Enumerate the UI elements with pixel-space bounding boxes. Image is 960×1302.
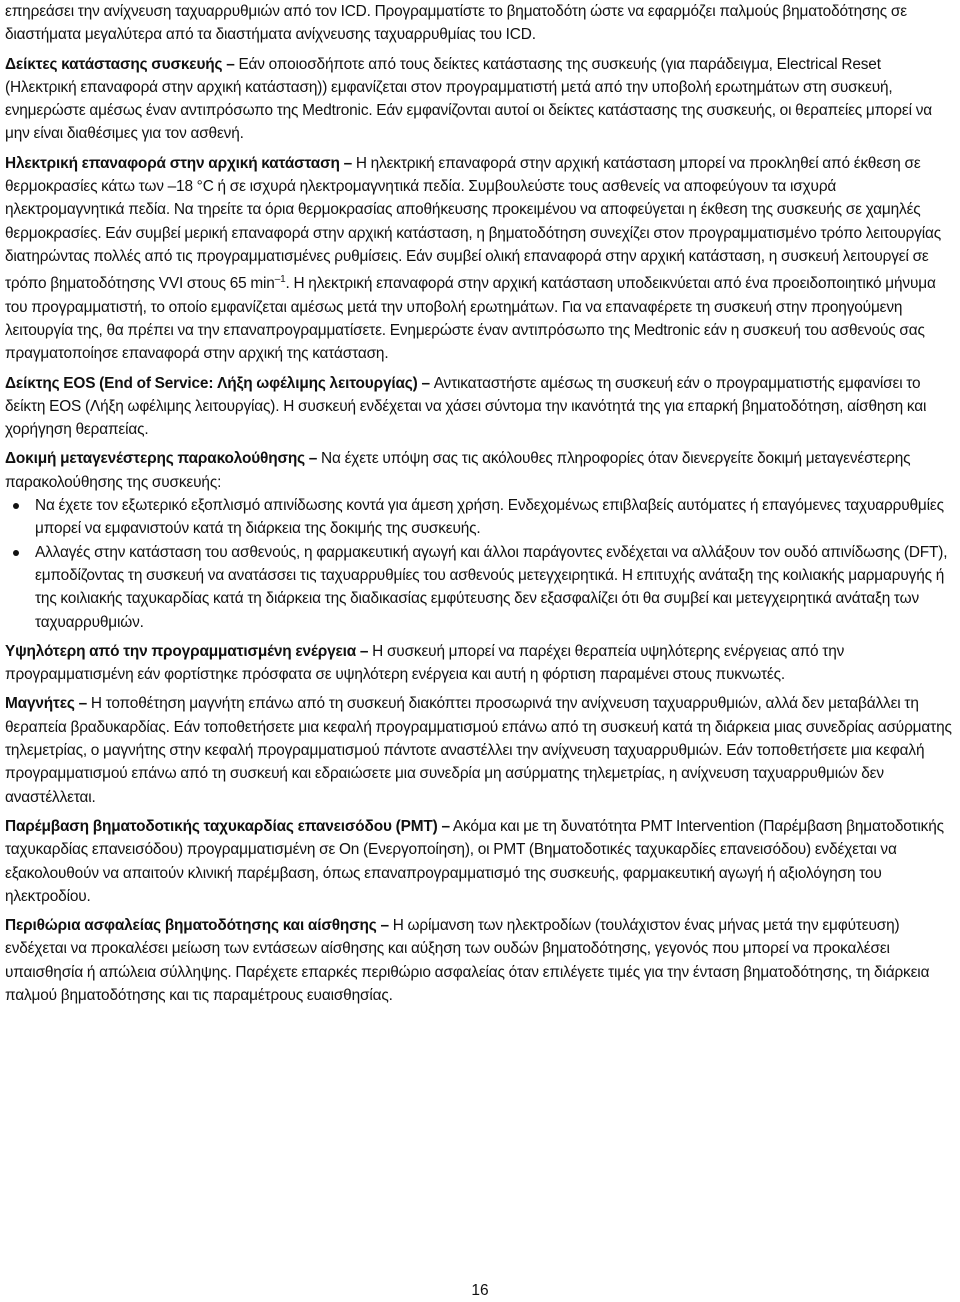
- pmt-intervention-paragraph: [5, 815, 955, 908]
- document-page: [5, 0, 955, 1007]
- section-heading: Δείκτες κατάστασης συσκευής –: [5, 55, 235, 73]
- section-body: Η τοποθέτηση μαγνήτη επάνω από τη συσκευή διακόπτει προσωρινά την ανίχνευση ταχυαρρυθμιών, αλλά δεν μεταβάλλει τη θεραπεία βραδυκαρδίας. Εάν τοποθετήσετε μια κεφαλή προγραμματισμού επάνω από τη συσκευή κατά τη διάρκεια μιας συνεδρίας ασύρματης τηλεμετρίας, ο μαγνήτης στην κεφαλή προγραμματισμού πάντοτε αναστέλλει την ανίχνευση ταχυαρρυθμιών. Εάν τοποθετήσετε μια κεφαλή προγραμματισμού επάνω από τη συσκευή και εδραιώσετε μια συνεδρία μη ασύρματης τηλεμετρίας, η ανίχνευση ταχυαρρυθμιών δεν αναστέλλεται.: [5, 695, 952, 806]
- section-body: Η ωρίμανση των ηλεκτροδίων (τουλάχιστον ένας μήνας μετά την εμφύτευση) ενδέχεται να προκαλέσει μείωση των εντάσεων αίσθησης και αύξηση των ουδών βηματοδότησης, γεγονός που μπορεί να προκαλέσει υπαισθησία ή απώλεια σύλληψης. Παρέχετε επαρκές περιθώριο ασφαλείας όταν επιλέγετε τιμές για την ένταση βηματοδότησης, τη διάρκεια παλμού βηματοδότησης και τις παραμέτρους ευαισθησίας.: [5, 917, 930, 1004]
- list-item: Να έχετε τον εξωτερικό εξοπλισμό απινίδωσης κοντά για άμεση χρήση. Ενδεχομένως επιβλαβείς αυτόματες ή επαγόμενες ταχυαρρυθμίες μπορεί να εμφανιστούν κατά τη διάρκεια της δοκιμής της συσκευής.: [5, 494, 955, 541]
- status-indicators-paragraph: [5, 53, 955, 146]
- bullet-icon: [13, 503, 19, 509]
- page-number: 16: [471, 1282, 489, 1299]
- magnets-paragraph: [5, 692, 955, 808]
- safety-margins-paragraph: [5, 914, 955, 1007]
- section-heading: Μαγνήτες –: [5, 695, 88, 713]
- section-heading: Δείκτης EOS (End of Service: Λήξη ωφέλιμης λειτουργίας) –: [5, 374, 430, 392]
- section-heading: Ηλεκτρική επαναφορά στην αρχική κατάσταση –: [5, 154, 352, 172]
- follow-up-paragraph: [5, 447, 955, 494]
- eos-indicator-paragraph: [5, 372, 955, 442]
- follow-up-testing-section: [5, 447, 955, 633]
- list-item: Αλλαγές στην κατάσταση του ασθενούς, η φαρμακευτική αγωγή και άλλοι παράγοντες ενδέχεται να αλλάξουν τον ουδό απινίδωσης (DFT), εμποδίζοντας τη συσκευή να ανατάσσει τις ταχυαρρυθμίες του ασθενούς μετεγχειρητικά. Η επιτυχής ανάταξη της κοιλιακής μαρμαρυγής ή της κοιλιακής ταχυκαρδίας κατά τη διάρκεια της διαδικασίας εμφύτευσης δεν εξασφαλίζει ότι θα συμβεί και μετεγχειρητικά ανάταξη των ταχυαρρυθμιών.: [5, 541, 955, 634]
- section-body: Εάν οποιοσδήποτε από τους δείκτες κατάστασης της συσκευής (για παράδειγμα, Electrical Reset (Ηλεκτρική επαναφορά στην αρχική κατάσταση)) εμφανίζεται στον προγραμματιστή μετά από την υποβολή ερωτημάτων στη συσκευή, ενημερώστε αμέσως έναν αντιπρόσωπο της Medtronic. Εάν εμφανίζονται αυτοί οι δείκτες κατάστασης της συσκευής, οι θεραπείες μπορεί να μην είναι διαθέσιμες για τον ασθενή.: [5, 55, 932, 143]
- section-body: Η συσκευή μπορεί να παρέχει θεραπεία υψηλότερης ενέργειας από την προγραμματισμένη εάν φορτίστηκε πρόσφατα σε υψηλότερη ενέργεια και αυτή η φόρτιση παραμένει στους πυκνωτές.: [5, 642, 845, 684]
- follow-up-bullet-list: [5, 494, 955, 634]
- section-body: Ακόμα και με τη δυνατότητα PMT Intervention (Παρέμβαση βηματοδοτικής ταχυκαρδίας επανεισόδου) προγραμματισμένη σε On (Ενεργοποίηση), οι PMT (Βηματοδοτικές ταχυκαρδίες επανεισόδου) ενδέχεται να εξακολουθούν να απαιτούν κλινική παρέμβαση, όπως επαναπρογραμματισμό της συσκευής, φαρμακευτική αγωγή ή αξιολόγηση του ηλεκτροδίου.: [5, 817, 944, 905]
- section-heading: Παρέμβαση βηματοδοτικής ταχυκαρδίας επανεισόδου (PMT) –: [5, 817, 450, 835]
- higher-energy-paragraph: [5, 640, 955, 687]
- bullet-icon: [13, 550, 19, 556]
- section-heading: Περιθώρια ασφαλείας βηματοδότησης και αίσθησης –: [5, 917, 389, 935]
- unit-superscript: –1: [274, 274, 286, 286]
- intro-paragraph: επηρεάσει την ανίχνευση ταχυαρρυθμιών από τον ICD. Προγραμματίστε το βηματοδότη ώστε να εφαρμόζει παλμούς βηματοδότησης σε διαστήματα μεγαλύτερα από τα διαστήματα ανίχνευσης ταχυαρρυθμίας του ICD.: [5, 3, 907, 44]
- section-body: Αντικαταστήστε αμέσως τη συσκευή εάν ο προγραμματιστής εμφανίσει το δείκτη EOS (Λήξη ωφέλιμης λειτουργίας). Η συσκευή ενδέχεται να χάσει σύντομα την ικανότητά της για επαρκή βηματοδότηση, αίσθηση και χορήγηση θεραπείας.: [5, 374, 927, 439]
- section-heading: Υψηλότερη από την προγραμματισμένη ενέργεια –: [5, 642, 369, 660]
- section-body: Η ηλεκτρική επαναφορά στην αρχική κατάσταση μπορεί να προκληθεί από έκθεση σε θερμοκρασίες κάτω των –18 °C ή σε ισχυρά ηλεκτρομαγνητικά πεδία. Συμβουλεύστε τους ασθενείς να αποφεύγουν τα ισχυρά ηλεκτρομαγνητικά πεδία. Να τηρείτε τα όρια θερμοκρασίας αποθήκευσης προκειμένου να αποφεύγεται η έκθεση της συσκευής σε χαμηλές θερμοκρασίες. Εάν συμβεί μερική επαναφορά στην αρχική κατάσταση, η βηματοδότηση συνεχίζει στον προγραμματισμένο τρόπο λειτουργίας διατηρώντας πολλές από τις προγραμματισμένες ρυθμίσεις. Εάν συμβεί ολική επαναφορά στην αρχική κατάσταση, η συσκευή λειτουργεί σε τρόπο βηματοδότησης VVI στους 65 min: [5, 154, 942, 293]
- section-body-continued: . Η ηλεκτρική επαναφορά στην αρχική κατάσταση υποδεικνύεται από ένα προειδοποιητικό μήνυμα του προγραμματιστή, το οποίο εμφανίζεται αμέσως μετά την υποβολή ερωτημάτων. Για να επαναφέρετε τη συσκευή στην προηγούμενη λειτουργία της, θα πρέπει να την επαναπρογραμματίσετε. Ενημερώστε έναν αντιπρόσωπο της Medtronic εάν η συσκευή του ασθενούς σας πραγματοποίησε επαναφορά στην αρχική της κατάσταση.: [5, 275, 936, 363]
- electrical-reset-paragraph: [5, 152, 955, 366]
- section-body: Να έχετε υπόψη σας τις ακόλουθες πληροφορίες όταν διενεργείτε δοκιμή μεταγενέστερης παρακολούθησης της συσκευής:: [5, 450, 911, 491]
- section-heading: Δοκιμή μεταγενέστερης παρακολούθησης –: [5, 450, 318, 468]
